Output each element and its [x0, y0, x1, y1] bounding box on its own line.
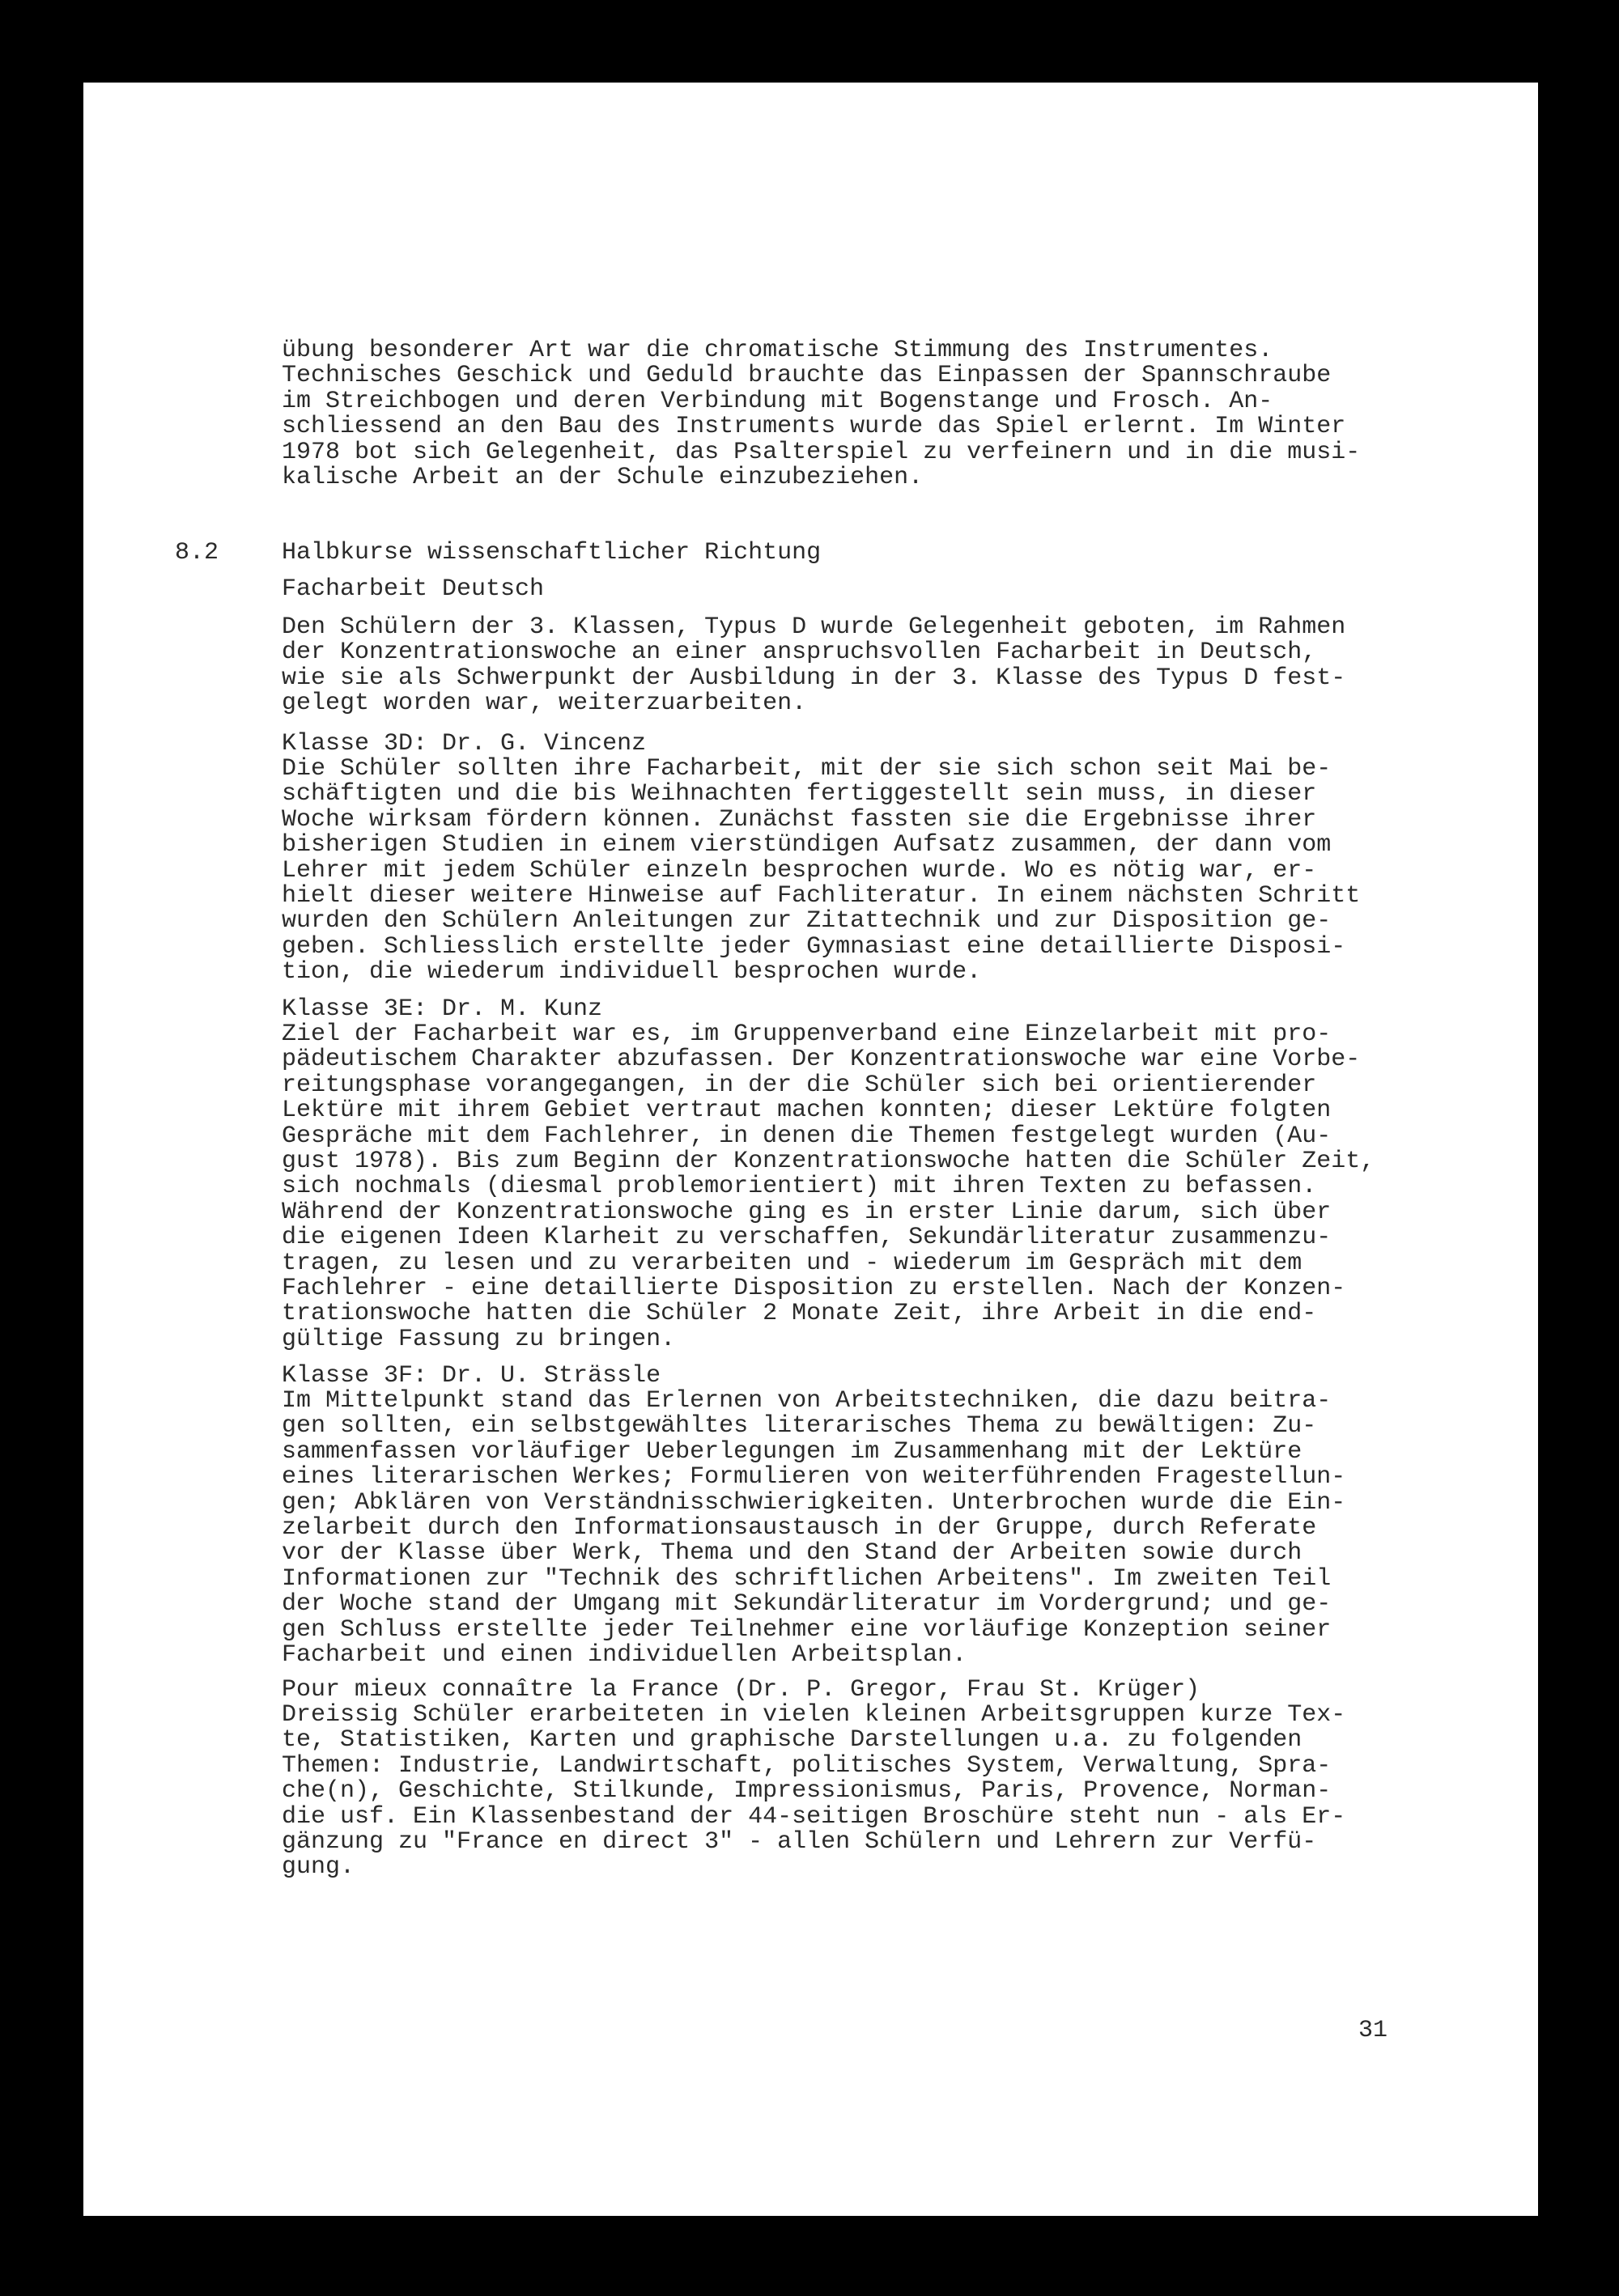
text-line: che(n), Geschichte, Stilkunde, Impressionismus, Paris, Provence, Norman-: [282, 1777, 1332, 1806]
overview-paragraph: [282, 615, 1345, 717]
text-line: pädeutischem Charakter abzufassen. Der Konzentrationswoche war eine Vorbe-: [282, 1046, 1361, 1074]
text-line: Technisches Geschick und Geduld brauchte das Einpassen der Spannschraube: [282, 362, 1332, 390]
text-line: gust 1978). Bis zum Beginn der Konzentrationswoche hatten die Schüler Zeit,: [282, 1147, 1375, 1175]
text-line: Facharbeit und einen individuellen Arbeitsplan.: [282, 1640, 967, 1669]
text-line: Lehrer mit jedem Schüler einzeln besprochen wurde. Wo es nötig war, er-: [282, 856, 1317, 885]
text-line: eines literarischen Werkes; Formulieren von weiterführenden Fragestellun-: [282, 1463, 1346, 1492]
section-title: Halbkurse wissenschaftlicher Richtung: [282, 539, 822, 567]
text-line: der Konzentrationswoche an einer anspruchsvollen Facharbeit in Deutsch,: [282, 639, 1317, 667]
subsection-title: Facharbeit Deutsch: [282, 575, 545, 603]
text-line: Informationen zur "Technik des schriftlichen Arbeitens". Im zweiten Teil: [282, 1564, 1332, 1593]
text-line: schliessend an den Bau des Instruments wurde das Spiel erlernt. Im Winter: [282, 413, 1346, 441]
text-line: Dreissig Schüler erarbeiteten in vielen kleinen Arbeitsgruppen kurze Tex-: [282, 1701, 1346, 1729]
text-line: Im Mittelpunkt stand das Erlernen von Arbeitstechniken, die dazu beitra-: [282, 1387, 1332, 1415]
text-line: Den Schülern der 3. Klassen, Typus D wurde Gelegenheit geboten, im Rahmen: [282, 613, 1346, 641]
klasse-3d-paragraph: [282, 757, 1360, 986]
text-line: tion, die wiederum individuell besprochen wurde.: [282, 958, 982, 987]
text-line: Ziel der Facharbeit war es, im Gruppenverband eine Einzelarbeit mit pro-: [282, 1021, 1332, 1048]
text-line: der Woche stand der Umgang mit Sekundärliteratur im Vordergrund; und ge-: [282, 1590, 1332, 1619]
text-line: wurden den Schülern Anleitungen zur Zitattechnik und zur Disposition ge-: [282, 907, 1332, 936]
section-number: 8.2: [175, 539, 219, 567]
text-line: Während der Konzentrationswoche ging es in erster Linie darum, sich über: [282, 1198, 1332, 1226]
klasse-3e-paragraph: [282, 1022, 1375, 1352]
text-line: gelegt worden war, weiterzuarbeiten.: [282, 690, 807, 718]
document-page: [83, 83, 1538, 2216]
text-line: Lektüre mit ihrem Gebiet vertraut machen konnten; dieser Lektüre folgten: [282, 1097, 1332, 1125]
text-line: kalische Arbeit an der Schule einzubeziehen.: [282, 463, 924, 491]
text-line: tragen, zu lesen und zu verarbeiten und - wiederum im Gespräch mit dem: [282, 1249, 1302, 1277]
klasse-3d-heading: Klasse 3D: Dr. G. Vincenz: [282, 730, 647, 758]
text-line: Woche wirksam fördern können. Zunächst fassten sie die Ergebnisse ihrer: [282, 805, 1317, 834]
text-line: reitungsphase vorangegangen, in der die Schüler sich bei orientierender: [282, 1071, 1317, 1099]
intro-paragraph: [282, 338, 1360, 490]
text-line: Die Schüler sollten ihre Facharbeit, mit der sie sich schon seit Mai be-: [282, 755, 1332, 783]
text-line: Fachlehrer - eine detaillierte Disposition zu erstellen. Nach der Konzen-: [282, 1274, 1346, 1302]
text-line: gung.: [282, 1853, 355, 1882]
text-line: gänzung zu "France en direct 3" - allen Schülern und Lehrern zur Verfü-: [282, 1827, 1317, 1856]
text-line: gen sollten, ein selbstgewähltes literarisches Thema zu bewältigen: Zu-: [282, 1412, 1317, 1441]
text-line: vor der Klasse über Werk, Thema und den Stand der Arbeiten sowie durch: [282, 1539, 1302, 1568]
text-line: bisherigen Studien in einem vierstündigen Aufsatz zusammen, der dann vom: [282, 831, 1332, 859]
text-line: sich nochmals (diesmal problemorientiert) mit ihren Texten zu befassen.: [282, 1173, 1317, 1201]
text-line: gültige Fassung zu bringen.: [282, 1325, 676, 1353]
text-line: gen Schluss erstellte jeder Teilnehmer eine vorläufige Konzeption seiner: [282, 1615, 1332, 1644]
text-line: Gespräche mit dem Fachlehrer, in denen die Themen festgelegt wurden (Au-: [282, 1122, 1332, 1150]
text-line: die eigenen Ideen Klarheit zu verschaffen, Sekundärliteratur zusammenzu-: [282, 1224, 1332, 1252]
klasse-3e-heading: Klasse 3E: Dr. M. Kunz: [282, 995, 603, 1023]
text-line: trationswoche hatten die Schüler 2 Monate Zeit, ihre Arbeit in die end-: [282, 1300, 1317, 1328]
france-paragraph: [282, 1703, 1345, 1881]
klasse-3f-paragraph: [282, 1389, 1345, 1668]
text-line: gen; Abklären von Verständnisschwierigkeiten. Unterbrochen wurde die Ein-: [282, 1488, 1346, 1517]
text-line: hielt dieser weitere Hinweise auf Fachliteratur. In einem nächsten Schritt: [282, 881, 1361, 910]
text-line: übung besonderer Art war die chromatische Stimmung des Instrumentes.: [282, 337, 1273, 364]
text-line: sammenfassen vorläufiger Ueberlegungen im Zusammenhang mit der Lektüre: [282, 1437, 1302, 1466]
france-heading: Pour mieux connaître la France (Dr. P. Gregor, Frau St. Krüger): [282, 1676, 1200, 1704]
page-number: 31: [1358, 2017, 1388, 2044]
text-line: im Streichbogen und deren Verbindung mit Bogenstange und Frosch. An-: [282, 387, 1273, 415]
text-line: Themen: Industrie, Landwirtschaft, politisches System, Verwaltung, Spra-: [282, 1751, 1332, 1780]
text-line: wie sie als Schwerpunkt der Ausbildung in der 3. Klasse des Typus D fest-: [282, 664, 1346, 692]
text-line: schäftigten und die bis Weihnachten fertiggestellt sein muss, in dieser: [282, 780, 1317, 808]
klasse-3f-heading: Klasse 3F: Dr. U. Strässle: [282, 1362, 661, 1390]
text-line: zelarbeit durch den Informationsaustausch in der Gruppe, durch Referate: [282, 1513, 1317, 1542]
text-line: 1978 bot sich Gelegenheit, das Psalterspiel zu verfeinern und in die musi-: [282, 438, 1361, 466]
text-line: geben. Schliesslich erstellte jeder Gymnasiast eine detaillierte Disposi-: [282, 932, 1346, 961]
text-line: die usf. Ein Klassenbestand der 44-seitigen Broschüre steht nun - als Er-: [282, 1802, 1346, 1831]
text-line: te, Statistiken, Karten und graphische Darstellungen u.a. zu folgenden: [282, 1726, 1302, 1755]
